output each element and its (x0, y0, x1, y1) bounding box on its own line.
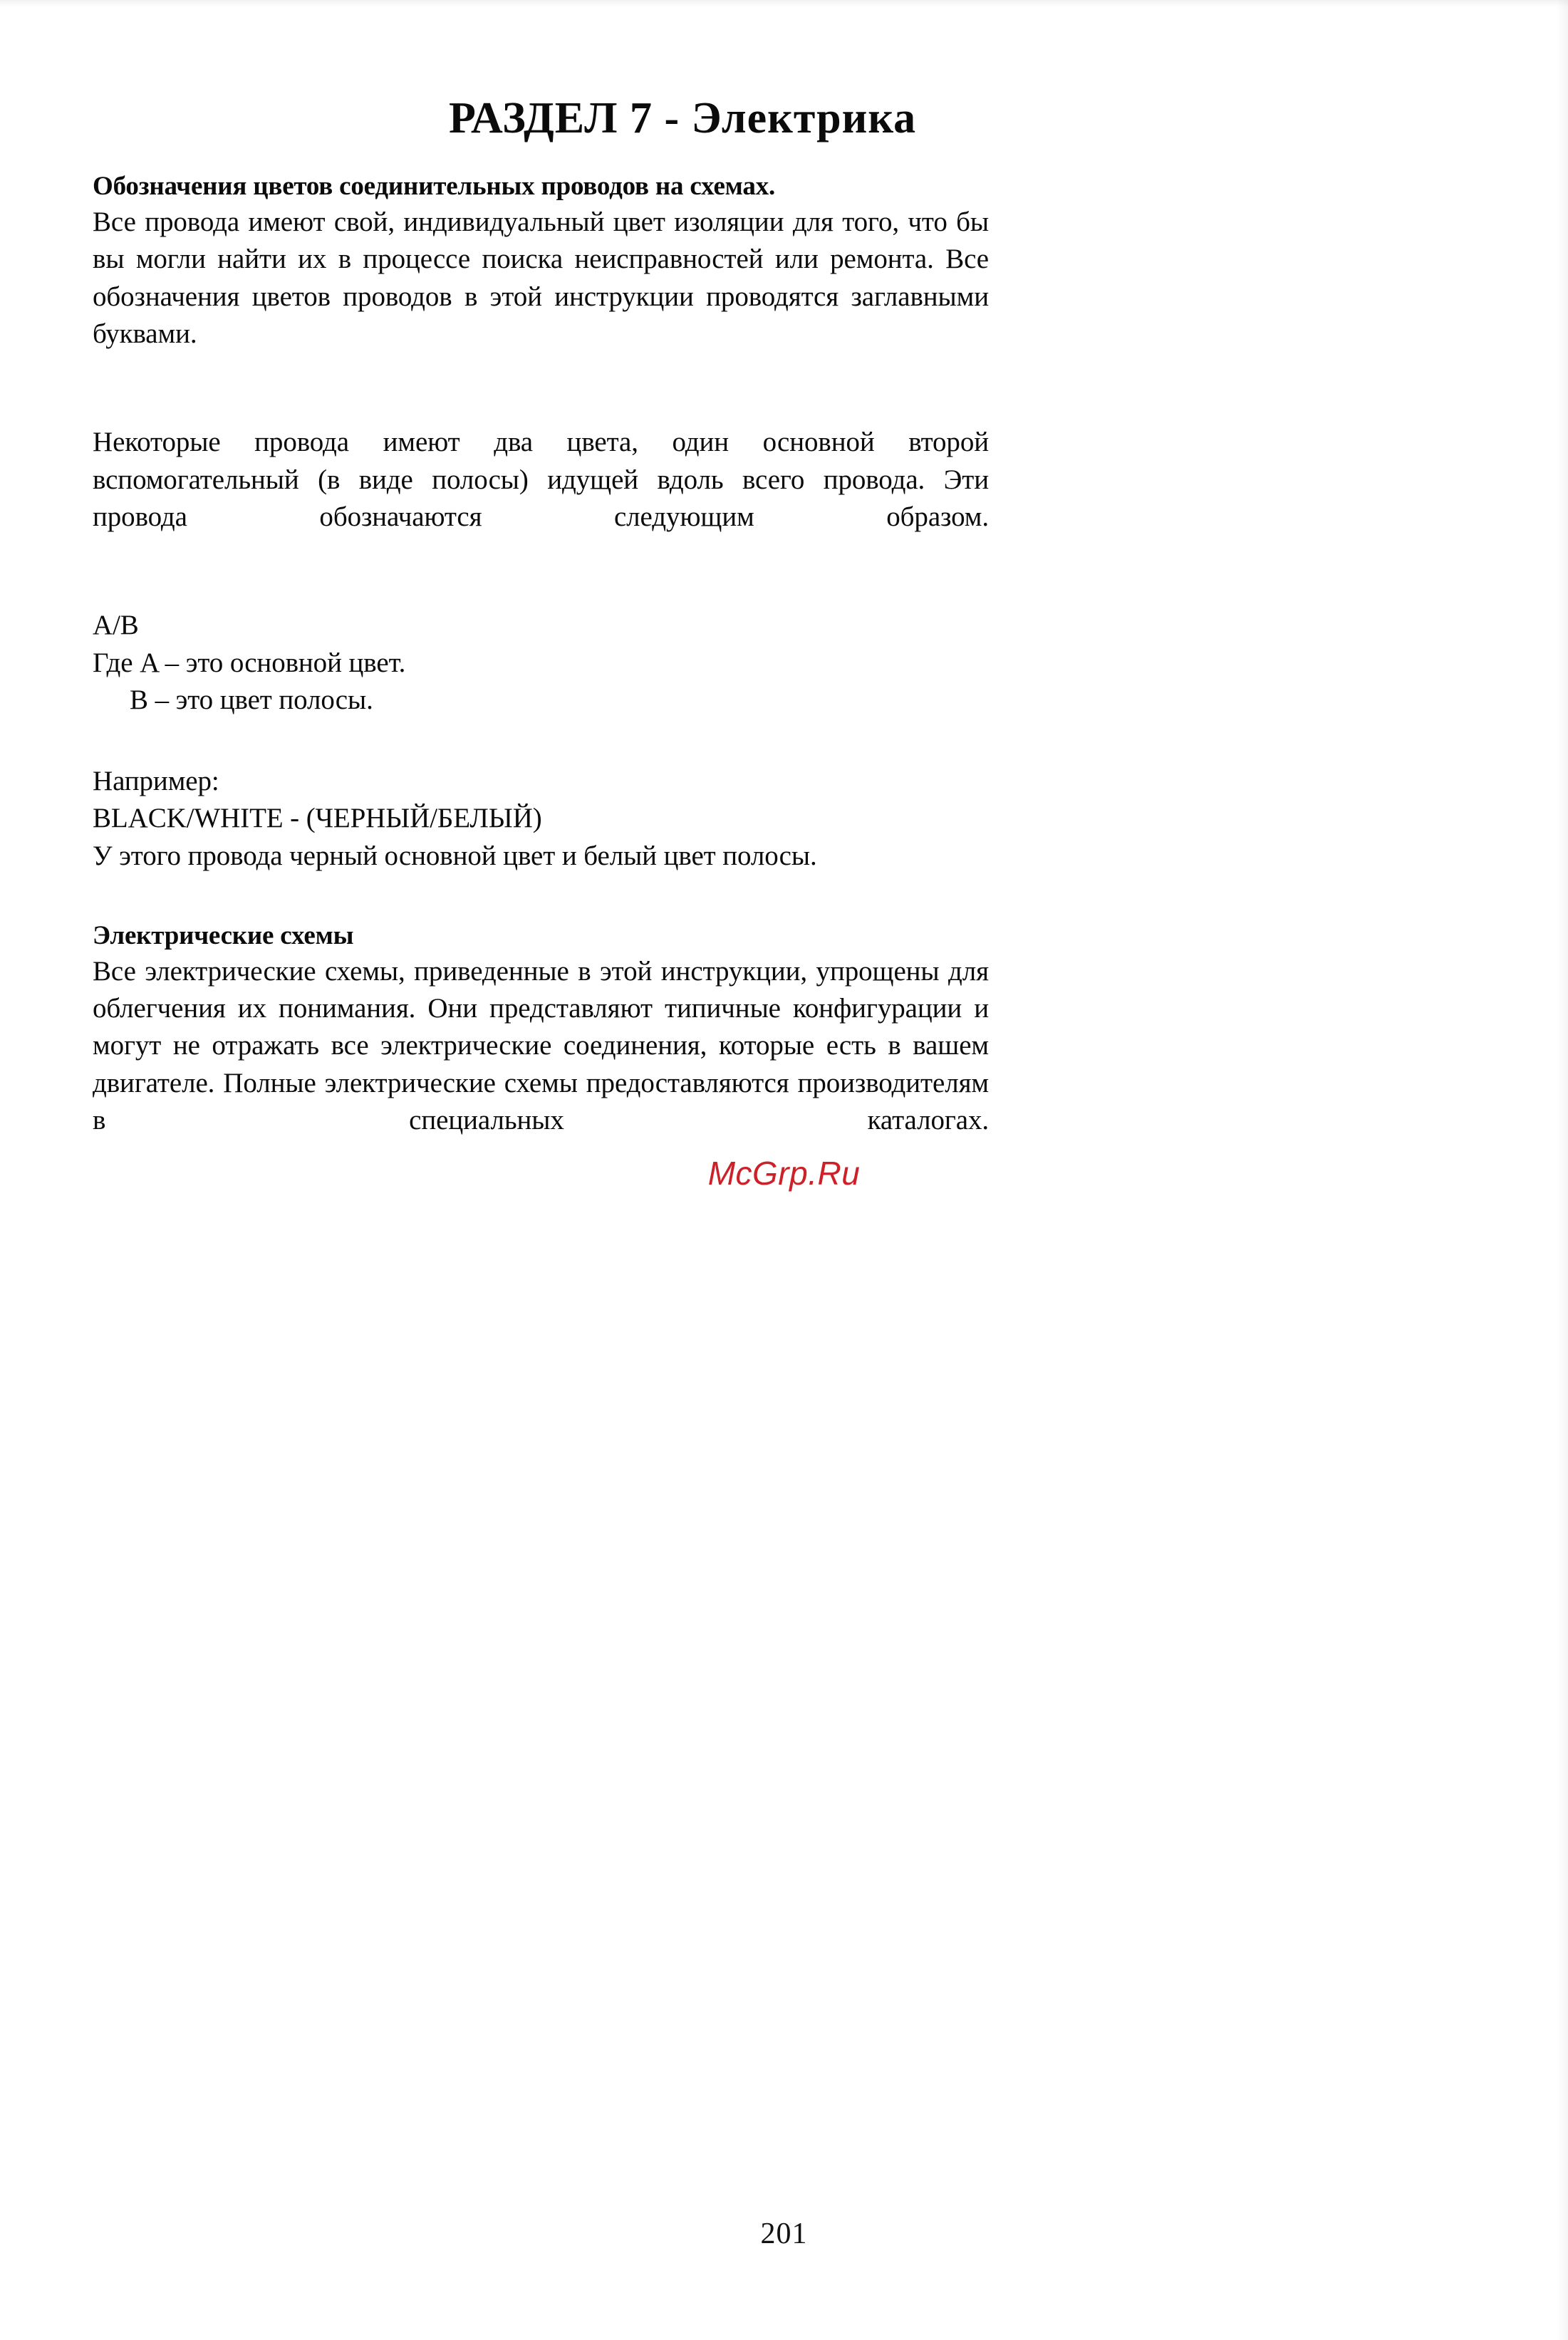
wiring-diagrams-paragraph-1: Все электрические схемы, приведенные в этой инструкции, упрощены для облегчения их понимания. Они представляют типичные конфигурации и могут не отражать все электрические соединения, которые есть в вашем двигателе. Полные электрические схемы предоставляются производителям в специальных каталогах. (93, 955, 989, 1135)
paragraph-spacer (93, 573, 989, 607)
section-wiring-diagrams (93, 919, 989, 1177)
example-code: BLACK/WHITE - (ЧЕРНЫЙ/БЕЛЫЙ) (93, 803, 542, 834)
section-spacer (93, 875, 989, 919)
document-body (93, 170, 989, 1176)
wire-colors-paragraph-1: Все провода имеют свой, индивидуальный цвет изоляции для того, что бы вы могли найти их в процессе поиска неисправностей или ремонта. Все обозначения цветов проводов в этой инструкции проводятся заглавными буквами. (93, 207, 989, 349)
wire-colors-heading: Обозначения цветов соединительных проводов на схемах. (93, 172, 776, 201)
wire-colors-legend-a: Где A – это основной цвет. (93, 647, 406, 678)
paragraph-spacer (93, 719, 989, 763)
page-number: 201 (760, 2217, 808, 2250)
paragraph-spacer (93, 390, 989, 424)
example-description: У этого провода черный основной цвет и белый цвет полосы. (93, 840, 817, 871)
wire-colors-notation: A/B (93, 610, 139, 641)
page-title: РАЗДЕЛ 7 - Электрика (449, 93, 917, 142)
watermark: McGrp.Ru (707, 1155, 861, 1192)
wiring-diagrams-heading: Электрические схемы (93, 920, 354, 950)
example-label: Например: (93, 766, 219, 797)
wire-colors-paragraph-2: Некоторые провода имеют два цвета, один основной второй вспомогательный (в виде полосы) идущей вдоль всего провода. Эти провода обозначаются следующим образом. (93, 427, 989, 532)
section-wire-colors (93, 170, 989, 875)
wire-colors-legend-b: B – это цвет полосы. (130, 684, 373, 715)
scan-edge-shadow-top (0, 0, 1568, 7)
